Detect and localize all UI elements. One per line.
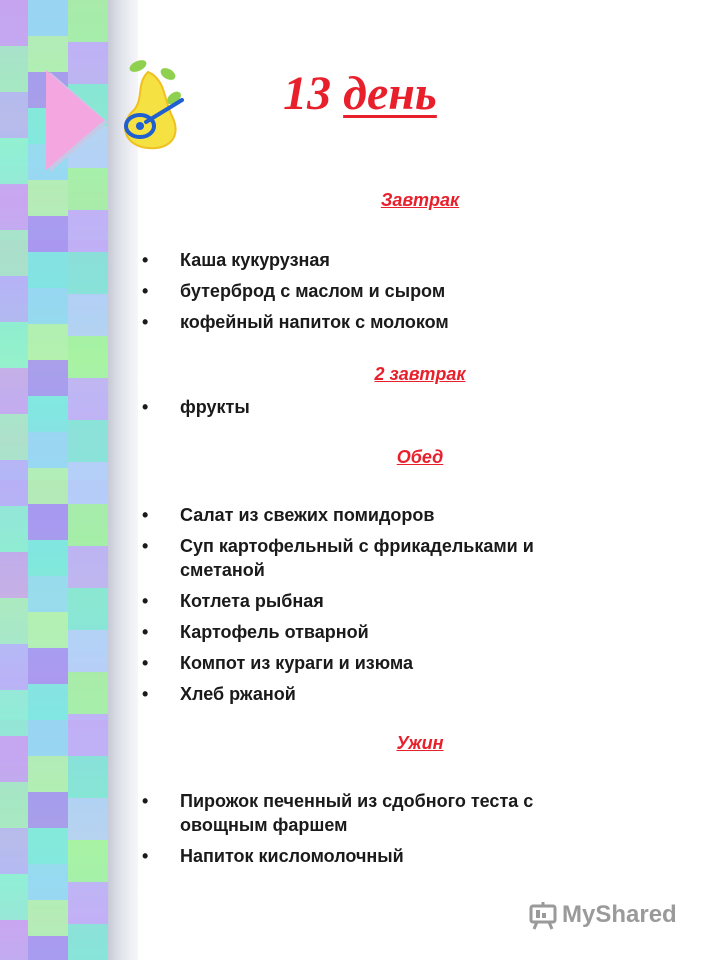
section-heading-dinner: Ужин [396,733,444,753]
watermark [528,898,677,932]
list-item: • Напиток кисломолочный [142,844,622,868]
list-item: • Суп картофельный с фрикадельками и сметаной [142,534,622,582]
list-item: • Картофель отварной [142,620,622,644]
list-item: • Котлета рыбная [142,589,622,613]
list-item: • Каша кукурузная [142,248,622,272]
section-heading-breakfast: Завтрак [380,190,460,210]
list-item: • Хлеб ржаной [142,682,622,706]
page-title [0,66,720,122]
menu-list-dinner [142,789,622,875]
strip-column [0,0,28,960]
menu-list-second-breakfast [142,395,622,426]
section-heading-second-breakfast: 2 завтрак [374,364,466,384]
watermark-text: MyShared [562,901,677,928]
list-item: • кофейный напиток с молоком [142,310,622,334]
menu-list-breakfast [142,248,622,341]
list-item: • Салат из свежих помидоров [142,503,622,527]
list-item: • Компот из кураги и изюма [142,651,622,675]
list-item: • Пирожок печенный из сдобного теста с овощным фаршем [142,789,622,837]
list-item: • фрукты [142,395,622,419]
presentation-board-icon [528,900,558,930]
section-heading-lunch: Обед [396,447,444,467]
list-item: • бутерброд с маслом и сыром [142,279,622,303]
menu-list-lunch [142,503,622,713]
title-day-number: 13 [283,67,332,120]
title-day-word: день [343,67,437,120]
